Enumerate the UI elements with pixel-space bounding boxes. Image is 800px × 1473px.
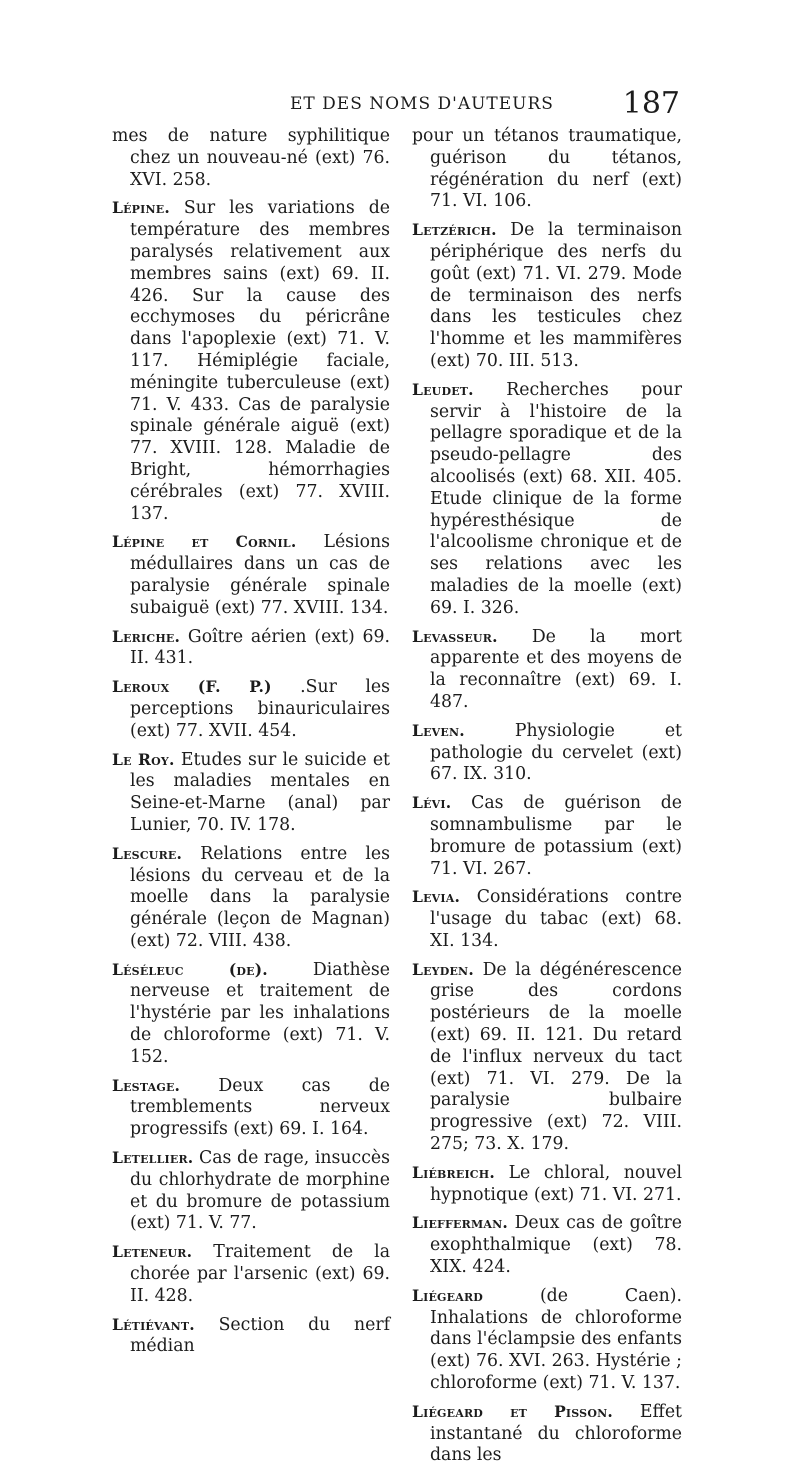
entry-text: Traitement de la chorée par l'arsenic (ext) 69. II. 428.	[130, 1242, 390, 1306]
page-number: 187	[622, 86, 680, 121]
entry-text: Lésions médullaires dans un cas de paralysie générale spinale subaiguë (ext) 77. XVIII. 134.	[130, 532, 390, 618]
index-entry	[112, 843, 390, 953]
index-entry	[412, 126, 682, 213]
entry-author-name: Lépine et Cornil.	[112, 532, 297, 552]
index-entry	[112, 531, 390, 619]
entry-text: Goître aérien (ext) 69. II. 431.	[130, 626, 390, 669]
entry-author-name: Leroux (F. P.)	[112, 677, 272, 697]
index-entry	[112, 676, 390, 742]
entry-author-name: Levia.	[412, 887, 461, 907]
index-entry	[412, 792, 682, 880]
entry-author-name: Liégeard et Pisson.	[412, 1401, 613, 1421]
entry-author-name: Leriche.	[112, 626, 181, 646]
entry-author-name: Lévi.	[412, 793, 452, 813]
entry-author-name: Levasseur.	[412, 626, 498, 646]
index-entry	[412, 219, 682, 373]
entry-author-name: Létiévant.	[112, 1314, 195, 1334]
entry-text: Cas de rage, insuccès du chlorhydrate de morphine et du bromure de potassium (ext) 71. V. 77.	[130, 1148, 390, 1234]
entry-text: Effet instantané du chloroforme dans les	[430, 1401, 682, 1466]
entry-author-name: Liefferman.	[412, 1213, 508, 1233]
entry-text: De la mort apparente et des moyens de la reconnaître (ext) 69. I. 487.	[430, 626, 682, 712]
index-entry	[412, 720, 682, 786]
page-header	[290, 86, 680, 126]
entry-author-name: Lépine.	[112, 198, 170, 218]
index-entry	[112, 1075, 390, 1141]
entry-text: Recherches pour servir à l'histoire de la pellagre sporadique et de la pseudo-pellagre des alcoolisés (ext) 68. XII. 405. Etude clinique de la forme hypéresthésique de l'alcoolisme chronique et de ses relations avec les maladies de la moelle (ext) 69. I. 326.	[430, 379, 683, 618]
running-head: ET DES NOMS D'AUTEURS	[290, 94, 554, 114]
entry-text: Physiologie et pathologie du cervelet (ext) 67. IX. 310.	[430, 720, 682, 785]
index-entry	[412, 626, 682, 714]
index-entry	[112, 626, 390, 671]
left-column	[112, 126, 390, 1364]
index-entry	[412, 379, 682, 620]
entry-text: pour un tétanos traumatique, guérison du tétanos, régénération du nerf (ext) 71. VI. 106.	[412, 126, 682, 212]
index-entry	[412, 1401, 682, 1467]
index-entry	[112, 959, 390, 1069]
entry-author-name: Leudet.	[412, 379, 474, 399]
entry-text: Sur les variations de température des membres paralysés relativement aux membres sains (ext) 69. II. 426. Sur la cause des ecchymoses du péricrâne dans l'apoplexie (ext) 71. V. 117. Hémiplégie faciale, méningite tuberculeuse (ext) 71. V. 433. Cas de paralysie spinale générale aiguë (ext) 77. XVIII. 128. Maladie de Bright, hémorrhagies cérébrales (ext) 77. XVIII. 137.	[130, 198, 391, 524]
entry-text: Etudes sur le suicide et les maladies mentales en Seine-et-Marne (anal) par Lunier, 70. IV. 178.	[130, 749, 390, 835]
entry-text: Section du nerf médian	[130, 1314, 390, 1357]
entry-author-name: Leteneur.	[112, 1242, 193, 1262]
index-entry	[412, 886, 682, 952]
right-column	[412, 126, 682, 1473]
index-entry	[112, 1314, 390, 1359]
entry-text: Le chloral, nouvel hypnotique (ext) 71. VI. 271.	[430, 1162, 682, 1205]
entry-author-name: Lestage.	[112, 1075, 181, 1095]
entry-author-name: Le Roy.	[112, 749, 175, 769]
index-entry	[412, 1285, 682, 1395]
index-entry	[412, 1162, 682, 1207]
index-entry	[112, 1241, 390, 1307]
entry-text: De la terminaison périphérique des nerfs du goût (ext) 71. VI. 279. Mode de terminaison des nerfs dans les testicules chez l'homme et les mammifères (ext) 70. III. 513.	[430, 220, 683, 371]
entry-author-name: Leyden.	[412, 959, 474, 979]
entry-text: Diathèse nerveuse et traitement de l'hystérie par les inhalations de chloroforme (ext) 71. V. 152.	[130, 959, 391, 1067]
entry-author-name: Letellier.	[112, 1148, 194, 1168]
entry-text: Considérations contre l'usage du tabac (ext) 68. XI. 134.	[430, 887, 682, 951]
index-entry	[112, 1147, 390, 1235]
entry-text: De la dégénérescence grise des cordons postérieurs de la moelle (ext) 69. II. 121. Du retard de l'influx nerveux du tact (ext) 71. VI. 279. De la paralysie bulbaire progressive (ext) 72. VIII. 275; 73. X. 179.	[430, 959, 682, 1155]
index-entry	[112, 197, 390, 525]
index-entry	[412, 959, 682, 1156]
index-entry	[112, 749, 390, 837]
entry-author-name: Letzérich.	[412, 220, 497, 240]
entry-author-name: Lescure.	[112, 843, 183, 863]
entry-text: Relations entre les lésions du cerveau et de la moelle dans la paralysie générale (leçon de Magnan) (ext) 72. VIII. 438.	[130, 843, 391, 951]
entry-author-name: Leven.	[412, 720, 465, 740]
entry-text: Deux cas de goître exophthalmique (ext) 78. XIX. 424.	[430, 1213, 682, 1278]
entry-text: mes de nature syphilitique chez un nouveau-né (ext) 76. XVI. 258.	[112, 126, 390, 190]
entry-text: Cas de guérison de somnambulisme par le bromure de potassium (ext) 71. VI. 267.	[430, 793, 682, 879]
index-entry	[412, 1212, 682, 1278]
index-entry	[112, 126, 390, 191]
entry-author-name: Liégeard	[412, 1285, 484, 1305]
entry-text: (de Caen). Inhalations de chloroforme dans l'éclampsie des enfants (ext) 76. XVI. 263. Hystérie ; chloroforme (ext) 71. V. 137.	[430, 1285, 682, 1394]
entry-author-name: Liébreich.	[412, 1162, 495, 1182]
entry-text: Deux cas de tremblements nerveux progressifs (ext) 69. I. 164.	[130, 1075, 390, 1140]
entry-text: .Sur les perceptions binauriculaires (ext) 77. XVII. 454.	[130, 677, 390, 741]
entry-author-name: Léséleuc (de).	[112, 959, 268, 979]
